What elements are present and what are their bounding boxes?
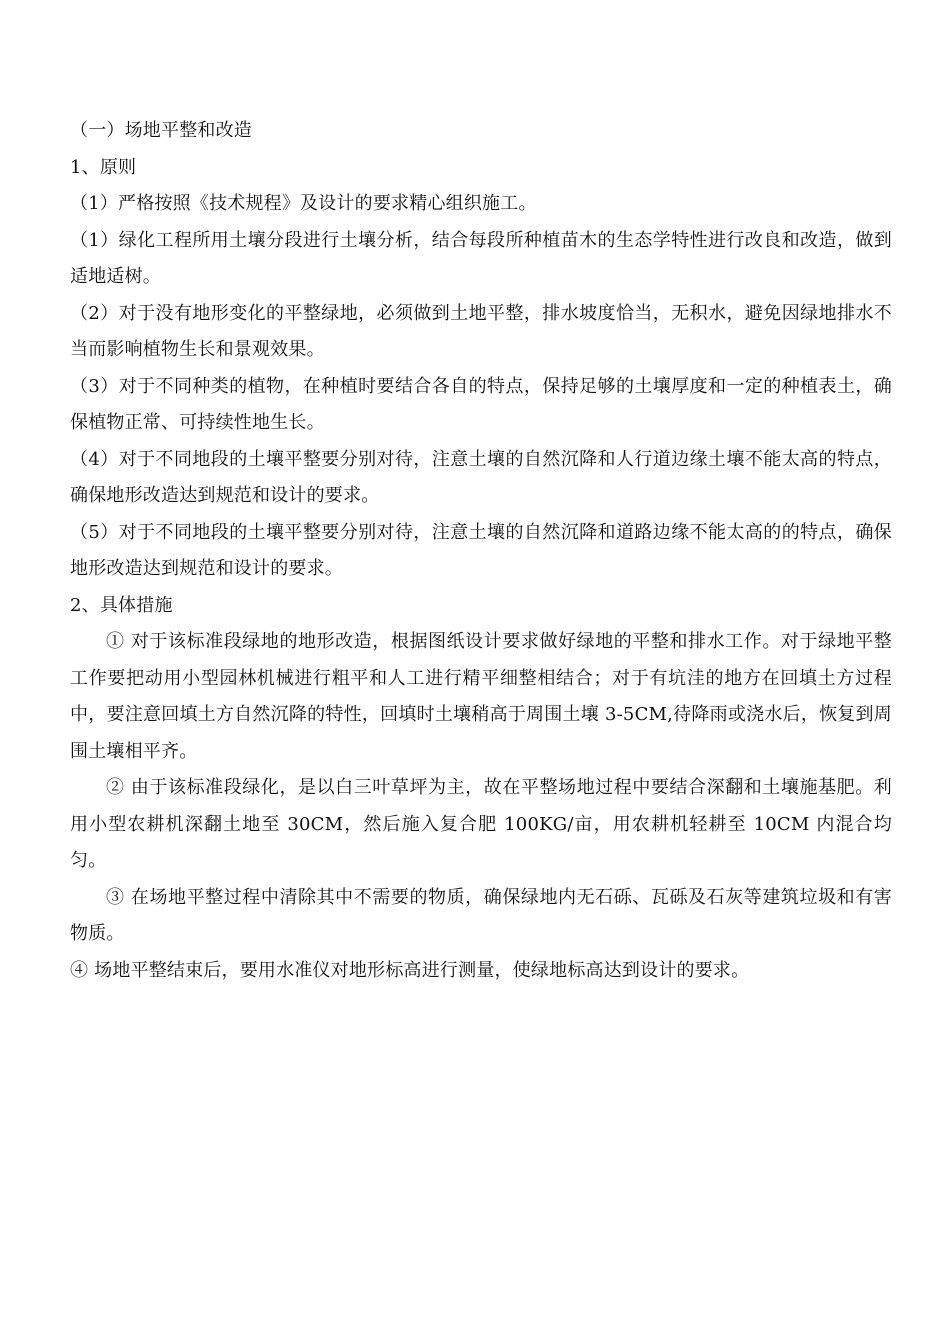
measures-heading: 2、具体措施: [70, 594, 173, 616]
document-body: [70, 113, 892, 989]
principle-item: （4）对于不同地段的土壤平整要分别对待，注意土壤的自然沉降和人行道边缘土壤不能太高的特点，确保地形改造达到规范和设计的要求。: [70, 448, 892, 506]
measure-item: ④ 场地平整结束后，要用水准仪对地形标高进行测量，使绿地标高达到设计的要求。: [70, 959, 750, 981]
measure-item: ③ 在场地平整过程中清除其中不需要的物质，确保绿地内无石砾、瓦砾及石灰等建筑垃圾和有害物质。: [70, 886, 892, 944]
principle-item: （1）绿化工程所用土壤分段进行土壤分析，结合每段所种植苗木的生态学特性进行改良和改造，做到适地适树。: [70, 229, 892, 287]
principle-item: （3）对于不同种类的植物，在种植时要结合各自的特点，保持足够的土壤厚度和一定的种植表土，确保植物正常、可持续性地生长。: [70, 375, 892, 433]
principle-item: （1）严格按照《技术规程》及设计的要求精心组织施工。: [70, 193, 537, 214]
measure-item: ① 对于该标准段绿地的地形改造，根据图纸设计要求做好绿地的平整和排水工作。对于绿地平整工作要把动用小型园林机械进行粗平和人工进行精平细整相结合；对于有坑洼的地方在回填土方过程中，要注意回填土方自然沉降的特性，回填时土壤稍高于周围土壤 3-5CM,待降雨或浇水后，恢复到周围土壤相平齐。: [70, 631, 892, 762]
principles-heading: 1、原则: [70, 156, 137, 178]
section-title: （一）场地平整和改造: [70, 120, 252, 141]
principle-item: （5）对于不同地段的土壤平整要分别对待，注意土壤的自然沉降和道路边缘不能太高的的特点，确保地形改造达到规范和设计的要求。: [70, 521, 892, 579]
principle-item: （2）对于没有地形变化的平整绿地，必须做到土地平整，排水坡度恰当，无积水，避免因绿地排水不当而影响植物生长和景观效果。: [70, 302, 892, 360]
measure-item: ② 由于该标准段绿化，是以白三叶草坪为主，故在平整场地过程中要结合深翻和土壤施基肥。利用小型农耕机深翻土地至 30CM，然后施入复合肥 100KG/亩，用农耕机轻耕至 10CM 内混合均匀。: [70, 777, 892, 871]
